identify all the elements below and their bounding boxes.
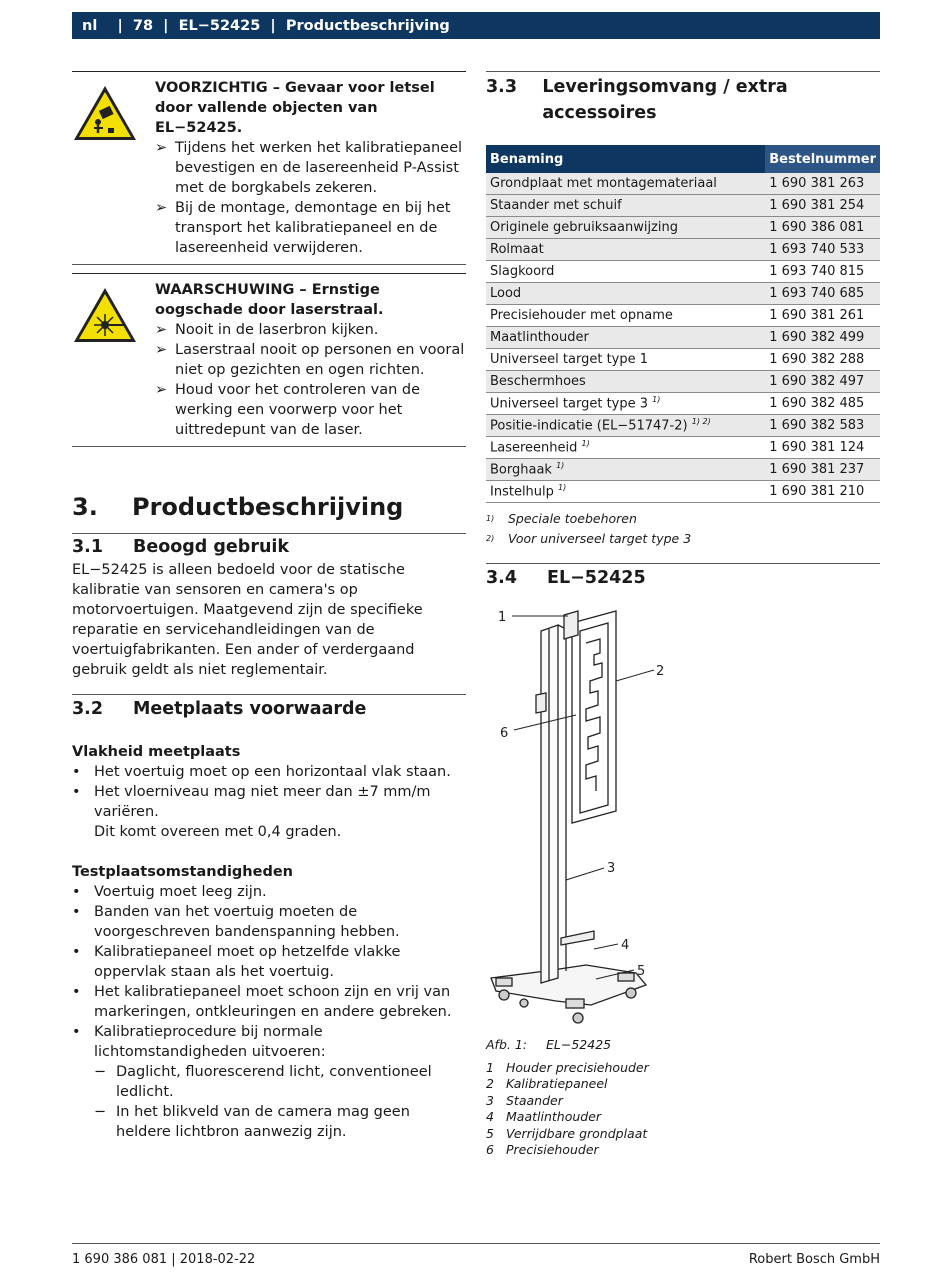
table-header-name: Benaming xyxy=(486,145,765,173)
accessories-table-body xyxy=(486,173,880,503)
cell-name: Rolmaat xyxy=(486,239,765,261)
table-row xyxy=(486,173,880,195)
footnote-ref: 1) xyxy=(581,439,590,449)
callout-1: 1 xyxy=(498,610,507,625)
table-row xyxy=(486,261,880,283)
flatness-list xyxy=(72,762,466,842)
table-row xyxy=(486,437,880,459)
cell-order-number: 1 690 381 124 xyxy=(765,437,880,459)
cell-order-number: 1 690 381 261 xyxy=(765,305,880,327)
cell-name: Slagkoord xyxy=(486,261,765,283)
cell-name: Beschermhoes xyxy=(486,371,765,393)
section-3-1-text: EL−52425 is alleen bedoeld voor de statische kalibratie van sensoren en camera's op motorvoertuigen. Maatgevend zijn de specifieke reparatie en servicehandleidingen van de voertuigfabrikanten. Een ander of verdergaand gebruik geldt als niet reglementair. xyxy=(72,562,423,678)
cell-order-number: 1 693 740 533 xyxy=(765,239,880,261)
cell-name: Instelhulp $^{1)}$ xyxy=(486,481,765,503)
header-model: EL−52425 xyxy=(178,17,261,34)
legend-item: 3 Staander xyxy=(486,1092,563,1108)
page-header: nl | 78 | EL−52425 | Productbeschrijving xyxy=(72,12,880,39)
cell-order-number: 1 690 381 237 xyxy=(765,459,880,481)
table-row xyxy=(486,217,880,239)
left-column xyxy=(72,71,466,1142)
list-item: Dit komt overeen met 0,4 graden. xyxy=(94,824,342,840)
laser-warning-box xyxy=(72,274,466,446)
page-footer: 1 690 386 081 | 2018-02-22 Robert Bosch GmbH xyxy=(72,1243,880,1267)
falling-object-warning-icon xyxy=(72,84,138,142)
callout-2: 2 xyxy=(656,664,665,679)
right-column xyxy=(486,71,880,1159)
legend-item: 2 Kalibratiepaneel xyxy=(486,1076,608,1091)
legend-item: 6 Precisiehouder xyxy=(486,1142,599,1157)
figure-caption: Afb. 1: EL−52425 xyxy=(486,1037,612,1052)
figure-legend xyxy=(486,1060,880,1159)
footnote-ref: 1) xyxy=(558,483,567,493)
cell-order-number: 1 690 382 499 xyxy=(765,327,880,349)
laser-warning-item: ➢ Laserstraal nooit op personen en vooral niet op gezichten en ogen richten. xyxy=(155,342,465,378)
laser-warning-item: ➢ Houd voor het controleren van de werking een voorwerp voor het uittredepunt van de laser. xyxy=(155,382,421,438)
table-row xyxy=(486,305,880,327)
list-item: • Het vloerniveau mag niet meer dan ±7 mm/m variëren. xyxy=(72,784,431,820)
header-title: Productbeschrijving xyxy=(285,17,450,34)
table-row xyxy=(486,239,880,261)
cell-order-number: 1 690 382 497 xyxy=(765,371,880,393)
callout-6: 6 xyxy=(500,726,509,741)
cell-name: Staander met schuif xyxy=(486,195,765,217)
callout-4: 4 xyxy=(621,938,630,953)
section-3-4-heading: 3.4 EL−52425 xyxy=(486,568,646,588)
caution-box xyxy=(72,72,466,264)
header-page-number: 78 xyxy=(132,17,154,34)
table-row xyxy=(486,481,880,503)
list-item: • Kalibratiepaneel moet op hetzelfde vlakke oppervlak staan als het voertuig. xyxy=(72,944,401,980)
cell-name: Positie-indicatie (EL−51747-2) $^{1) 2)}$ xyxy=(486,415,765,437)
accessories-table xyxy=(486,145,880,503)
table-row xyxy=(486,349,880,371)
laser-warning-icon xyxy=(72,286,138,344)
test-conditions-list xyxy=(72,882,466,1142)
table-row xyxy=(486,415,880,437)
section-3-1-heading: 3.1 Beoogd gebruik xyxy=(72,537,290,557)
laser-warning-title: WAARSCHUWING – Ernstige oogschade door laserstraal. xyxy=(155,282,384,318)
table-row xyxy=(486,195,880,217)
cell-name: Universeel target type 1 xyxy=(486,349,765,371)
calibration-stand-illustration xyxy=(486,593,686,1033)
section-3-3-heading: 3.3 Leveringsomvang / extra accessoires xyxy=(486,77,788,123)
callout-5: 5 xyxy=(637,964,646,979)
footnote-ref: 1) xyxy=(556,461,565,471)
footnote-ref: 1) 2) xyxy=(691,417,711,427)
section-3-heading: 3. Productbeschrijving xyxy=(72,493,404,521)
header-lang: nl xyxy=(82,17,98,34)
cell-order-number: 1 690 381 254 xyxy=(765,195,880,217)
list-item: • Voertuig moet leeg zijn. xyxy=(72,884,267,900)
table-row xyxy=(486,327,880,349)
sub-list-item: − Daglicht, fluorescerend licht, conventioneel ledlicht. xyxy=(94,1064,432,1100)
cell-order-number: 1 690 382 583 xyxy=(765,415,880,437)
list-item: • Het kalibratiepaneel moet schoon zijn en vrij van markeringen, ontkleuringen en andere gebreken. xyxy=(72,984,452,1020)
cell-name: Originele gebruiksaanwijzing xyxy=(486,217,765,239)
cell-order-number: 1 693 740 815 xyxy=(765,261,880,283)
list-item: • Kalibratieprocedure bij normale lichtomstandigheden uitvoeren: xyxy=(72,1024,326,1060)
legend-item: 5 Verrijdbare grondplaat xyxy=(486,1125,648,1141)
cell-name: Maatlinthouder xyxy=(486,327,765,349)
caution-item: ➢ Tijdens het werken het kalibratiepaneel bevestigen en de lasereenheid P-Assist met de borgkabels zekeren. xyxy=(155,140,463,196)
legend-item: 4 Maatlinthouder xyxy=(486,1109,602,1124)
cell-order-number: 1 690 382 485 xyxy=(765,393,880,415)
laser-warning-item: ➢ Nooit in de laserbron kijken. xyxy=(155,322,379,338)
footer-date: 2018-02-22 xyxy=(179,1252,256,1267)
cell-order-number: 1 690 382 288 xyxy=(765,349,880,371)
list-item: • Het voertuig moet op een horizontaal vlak staan. xyxy=(72,764,451,780)
table-row xyxy=(486,283,880,305)
cell-name: Universeel target type 3 $^{1)}$ xyxy=(486,393,765,415)
cell-name: Precisiehouder met opname xyxy=(486,305,765,327)
callout-3: 3 xyxy=(607,861,616,876)
footer-company: Robert Bosch GmbH xyxy=(748,1252,880,1267)
cell-order-number: 1 693 740 685 xyxy=(765,283,880,305)
cell-name: Borghaak $^{1)}$ xyxy=(486,459,765,481)
caution-item: ➢ Bij de montage, demontage en bij het transport het kalibratiepaneel en de lasereenheid verwijderen. xyxy=(155,200,451,256)
cell-name: Grondplaat met montagemateriaal xyxy=(486,173,765,195)
table-header-order-number: Bestelnummer xyxy=(765,145,880,173)
footnote: 2) Voor universeel target type 3 xyxy=(486,531,692,546)
cell-order-number: 1 690 386 081 xyxy=(765,217,880,239)
table-row xyxy=(486,393,880,415)
cell-order-number: 1 690 381 210 xyxy=(765,481,880,503)
flatness-heading: Vlakheid meetplaats xyxy=(72,744,241,760)
caution-title: VOORZICHTIG – Gevaar voor letsel door vallende objecten van EL−52425. xyxy=(155,80,435,136)
cell-name: Lood xyxy=(486,283,765,305)
table-row xyxy=(486,459,880,481)
cell-name: Lasereenheid $^{1)}$ xyxy=(486,437,765,459)
footnote-ref: 1) xyxy=(652,395,661,405)
footer-doc-number: 1 690 386 081 xyxy=(72,1252,168,1267)
list-item: • Banden van het voertuig moeten de voorgeschreven bandenspanning hebben. xyxy=(72,904,400,940)
cell-order-number: 1 690 381 263 xyxy=(765,173,880,195)
footnote: 1) Speciale toebehoren xyxy=(486,511,637,526)
test-conditions-heading: Testplaatsomstandigheden xyxy=(72,864,294,880)
section-3-2-heading: 3.2 Meetplaats voorwaarde xyxy=(72,699,367,719)
table-row xyxy=(486,371,880,393)
legend-item: 1 Houder precisiehouder xyxy=(486,1059,649,1075)
sub-list-item: − In het blikveld van de camera mag geen heldere lichtbron aanwezig zijn. xyxy=(94,1104,410,1140)
